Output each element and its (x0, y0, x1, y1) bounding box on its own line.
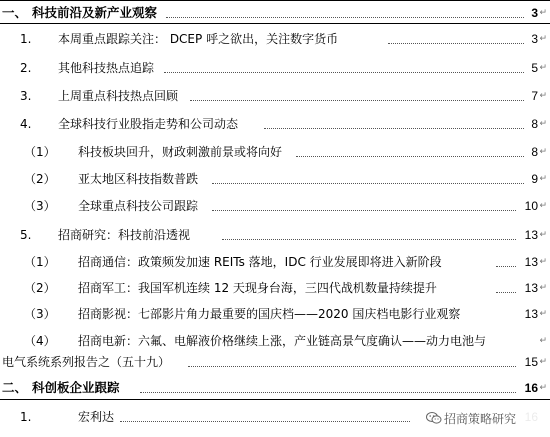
toc-leader (164, 72, 524, 73)
return-mark: ↵ (539, 336, 547, 346)
return-mark: ↵ (539, 201, 547, 211)
toc-entry-5-4[interactable] (0, 331, 550, 351)
toc-title: 亚太地区科技指数普跌 (78, 172, 199, 186)
toc-number: 4. (20, 117, 32, 131)
toc-title: 宏利达 (78, 410, 115, 424)
return-mark: ↵ (539, 34, 547, 44)
toc-title: 招商影视：七部影片角力最重要的国庆档——2020 国庆档电影行业观察 (78, 307, 461, 321)
toc-title: 上周重点科技热点回顾 (58, 89, 179, 103)
toc-entry-5-2[interactable] (0, 278, 550, 298)
toc-page-number: 13 (524, 281, 538, 295)
toc-leader (140, 392, 516, 393)
return-mark: ↵ (539, 230, 547, 240)
toc-title: 科技前沿及新产业观察 (32, 5, 158, 20)
toc-leader (496, 292, 516, 293)
toc-number: （2） (24, 172, 56, 186)
toc-page-number: 16 (524, 381, 538, 395)
toc-entry-2[interactable] (0, 58, 550, 78)
toc-leader (296, 156, 524, 157)
watermark-text: 招商策略研究 (444, 412, 517, 426)
top-rule (0, 0, 550, 1)
toc-number: （3） (24, 307, 56, 321)
toc-number: 一、 (2, 5, 28, 20)
toc-page-number: 15 (524, 355, 538, 369)
toc-leader (212, 210, 516, 211)
toc-number: 1. (20, 32, 32, 46)
toc-entry-section-1[interactable] (0, 3, 550, 23)
toc-title: 全球科技行业股指走势和公司动态 (58, 117, 239, 131)
toc-entry-4[interactable] (0, 114, 550, 134)
toc-title: 招商军工：我国军机连续 12 天现身台海，三四代战机数量持续提升 (78, 281, 437, 295)
toc-leader (264, 128, 524, 129)
watermark (424, 408, 550, 430)
return-mark: ↵ (539, 283, 547, 293)
toc-leader (388, 43, 524, 44)
toc-page-number: 5 (531, 61, 538, 75)
toc-leader (212, 183, 524, 184)
toc-title: 科技板块回升，财政刺激前景或将向好 (78, 145, 283, 159)
toc-title: 其他科技热点追踪 (58, 61, 155, 75)
toc-title-continuation: 电气系统系列报告之（五十九） (2, 355, 171, 369)
wechat-icon (426, 411, 442, 425)
return-mark: ↵ (539, 383, 547, 393)
toc-title: 全球重点科技公司跟踪 (78, 199, 199, 213)
return-mark: ↵ (539, 309, 547, 319)
return-mark: ↵ (539, 8, 547, 18)
toc-title: 本周重点跟踪关注： DCEP 呼之欲出，关注数字货币 (58, 32, 339, 46)
toc-page-number: 3 (531, 6, 538, 20)
toc-number: 5. (20, 228, 32, 242)
return-mark: ↵ (539, 257, 547, 267)
toc-title: 招商通信：政策频发加速 REITs 落地，IDC 行业发展即将进入新阶段 (78, 255, 442, 269)
toc-entry-1[interactable] (0, 29, 550, 49)
toc-number: 二、 (2, 380, 28, 395)
toc-leader (166, 17, 524, 18)
toc-title: 招商电新：六氟、电解液价格继续上涨，产业链高景气度确认——动力电池与 (78, 334, 487, 348)
toc-page-number: 7 (531, 89, 538, 103)
toc-leader (496, 266, 516, 267)
toc-entry-5-4-continuation[interactable] (0, 352, 550, 372)
toc-leader (120, 421, 410, 422)
toc-leader (188, 366, 516, 367)
toc-number: （3） (24, 199, 56, 213)
toc-number: 1. (20, 410, 32, 424)
toc-entry-4-1[interactable] (0, 142, 550, 162)
return-mark: ↵ (539, 174, 547, 184)
toc-page-number: 8 (531, 145, 538, 159)
toc-page-number: 9 (531, 172, 538, 186)
toc-leader (222, 239, 516, 240)
toc-number: 2. (20, 61, 32, 75)
toc-entry-4-2[interactable] (0, 169, 550, 189)
toc-page-number: 13 (524, 228, 538, 242)
toc-number: 3. (20, 89, 32, 103)
toc-number: （1） (24, 145, 56, 159)
toc-entry-5[interactable] (0, 225, 550, 245)
return-mark: ↵ (539, 63, 547, 73)
section-rule (0, 399, 550, 400)
toc-number: （2） (24, 281, 56, 295)
toc-leader (190, 100, 524, 101)
toc-page-number: 10 (524, 199, 538, 213)
return-mark: ↵ (539, 357, 547, 367)
toc-page-number: 13 (524, 307, 538, 321)
toc-entry-5-1[interactable] (0, 252, 550, 272)
toc-entry-section-2[interactable] (0, 378, 550, 398)
toc-entry-3[interactable] (0, 86, 550, 106)
return-mark: ↵ (539, 91, 547, 101)
toc-entry-5-3[interactable] (0, 304, 550, 324)
toc-number: （4） (24, 334, 56, 348)
return-mark: ↵ (539, 147, 547, 157)
toc-number: （1） (24, 255, 56, 269)
toc-page-number: 13 (524, 255, 538, 269)
section-rule (0, 23, 550, 24)
toc-page-number: 3 (531, 32, 538, 46)
toc-entry-4-3[interactable] (0, 196, 550, 216)
toc-title: 科创板企业跟踪 (32, 380, 120, 395)
toc-title: 招商研究：科技前沿透视 (58, 228, 191, 242)
return-mark: ↵ (539, 119, 547, 129)
toc-page-number: 8 (531, 117, 538, 131)
